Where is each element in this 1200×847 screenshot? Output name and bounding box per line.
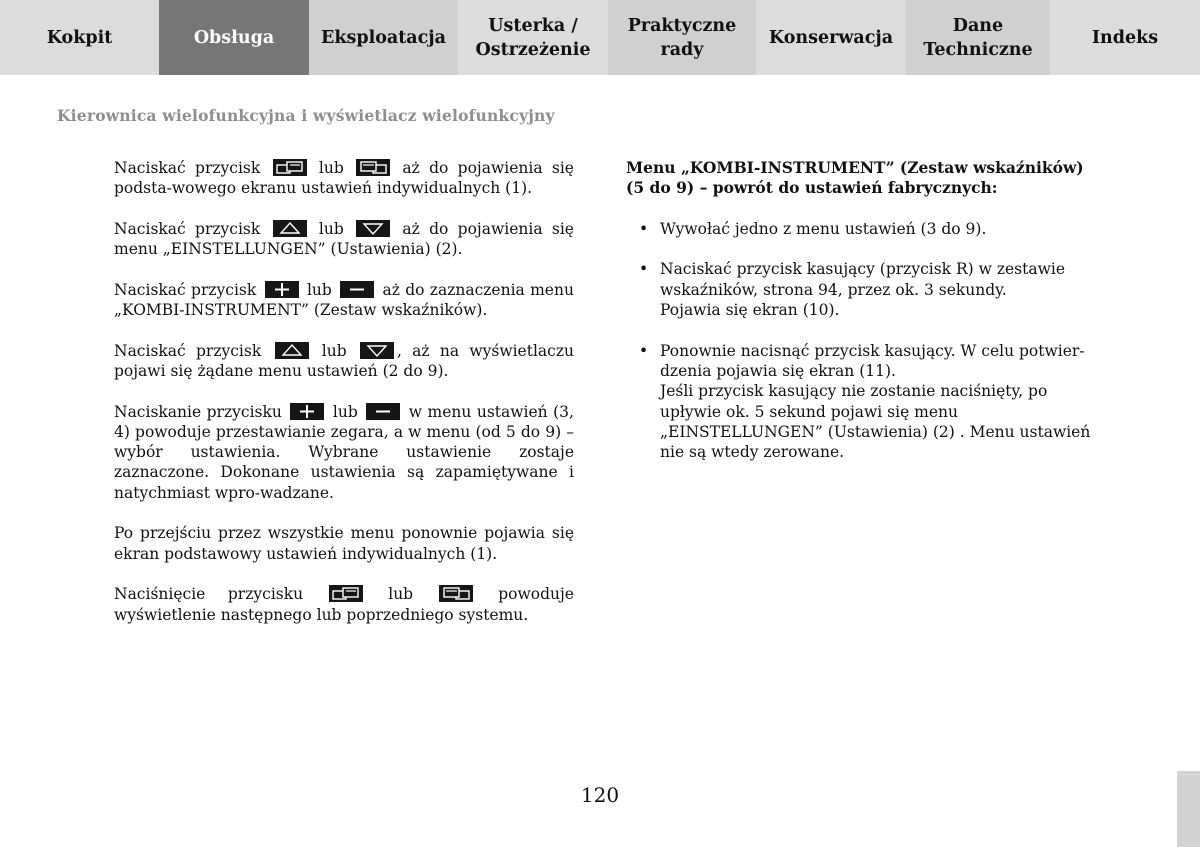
paragraph: [114, 280, 574, 321]
minus-key-icon: [340, 281, 374, 298]
text: Naciśnięcie przycisku: [114, 585, 304, 604]
text: aż do zaznaczenia menu „KOMBI-INSTRUMENT” (Zestaw wskaźników).: [114, 280, 574, 320]
paragraph: [114, 341, 574, 382]
text: w menu ustawień (3, 4) powoduje przestawianie zegara, a w menu (od 5 do 9) – wybór ustawienia. Wybrane ustawienie zostaje zaznaczone. Dokonane ustawienia są zapamiętywane i natychmiast wpro-wadzane.: [114, 402, 574, 502]
list-item: [626, 219, 1096, 239]
next-system-key-icon: [329, 585, 363, 602]
bullet-list: [626, 219, 1096, 463]
paragraph: [114, 158, 574, 199]
text: Jeśli przycisk kasujący nie zostanie naciśnięty, po upływie ok. 5 sekund pojawi się menu „EINSTELLUNGEN” (Ustawienia) (2) . Menu ustawień nie są wtedy zerowane.: [660, 382, 1091, 462]
tab-praktyczne-rady[interactable]: [608, 0, 756, 75]
tab-konserwacja[interactable]: [756, 0, 906, 75]
text: aż do pojawienia się podsta-wowego ekranu ustawień indywidualnych (1).: [114, 159, 574, 198]
left-column: [114, 158, 574, 645]
tab-label: Konserwacja: [768, 27, 894, 48]
tab-label: Usterka / Ostrzeżenie: [475, 15, 591, 60]
list-item: [626, 341, 1096, 463]
text: Naciskać przycisk: [114, 159, 261, 177]
text: Naciskać przycisk: [114, 341, 262, 360]
down-arrow-key-icon: [356, 220, 390, 237]
corner-tab: [1177, 771, 1200, 847]
page-number: 120: [580, 783, 620, 807]
up-arrow-key-icon: [273, 220, 307, 237]
tab-obsluga[interactable]: [159, 0, 309, 75]
paragraph: Po przejściu przez wszystkie menu ponownie pojawia się ekran podstawowy ustawień indywidualnych (1).: [114, 524, 574, 563]
tab-kokpit[interactable]: [0, 0, 159, 75]
tab-label: Kokpit: [46, 27, 113, 48]
tab-dane-techniczne[interactable]: [906, 0, 1050, 75]
text: Naciskanie przycisku: [114, 402, 282, 421]
text: Pojawia się ekran (10).: [660, 301, 840, 320]
tab-eksploatacja[interactable]: [309, 0, 458, 75]
prev-system-key-icon: [356, 159, 390, 176]
down-arrow-key-icon: [360, 342, 394, 359]
list-item: [626, 259, 1096, 320]
paragraph: [114, 584, 574, 625]
text: Naciskać przycisk: [114, 280, 257, 299]
tab-label: Indeks: [1091, 27, 1159, 48]
up-arrow-key-icon: [275, 342, 309, 359]
section-title: Kierownica wielofunkcyjna i wyświetlacz wielofunkcyjny: [57, 106, 555, 125]
text: lub: [318, 159, 344, 177]
paragraph: [114, 402, 574, 503]
minus-key-icon: [366, 403, 400, 420]
tab-label: Dane Techniczne: [923, 15, 1033, 60]
right-column: [626, 158, 1096, 483]
tab-usterka[interactable]: [458, 0, 608, 75]
text: Naciskać przycisk: [114, 219, 261, 238]
prev-system-key-icon: [439, 585, 473, 602]
text: Wywołać jedno z menu ustawień (3 do 9).: [660, 219, 987, 238]
tab-label: Eksploatacja: [321, 27, 446, 48]
right-heading: Menu „KOMBI-INSTRUMENT” (Zestaw wskaźników) (5 do 9) – powrót do ustawień fabrycznych:: [626, 158, 1084, 198]
plus-key-icon: [265, 281, 299, 298]
text: lub: [321, 341, 347, 360]
paragraph: [114, 219, 574, 260]
tab-bar: [0, 0, 1200, 75]
text: • Ponownie nacisnąć przycisk kasujący. W celu potwier-dzenia pojawia się ekran (11).: [660, 341, 1085, 380]
text: lub: [318, 219, 344, 238]
text: powoduje wyświetlenie następnego lub poprzedniego systemu.: [114, 585, 574, 624]
plus-key-icon: [290, 403, 324, 420]
text: lub: [332, 402, 358, 421]
text: , aż na wyświetlaczu pojawi się żądane menu ustawień (2 do 9).: [114, 341, 574, 380]
text: • Naciskać przycisk kasujący (przycisk R) w zestawie wskaźników, strona 94, przez ok. 3 sekundy.: [660, 260, 1065, 299]
text: lub: [306, 280, 332, 299]
tab-indeks[interactable]: [1050, 0, 1200, 75]
tab-label: Praktyczne rady: [627, 15, 737, 60]
next-system-key-icon: [273, 159, 307, 176]
tab-label: Obsługa: [193, 27, 275, 48]
text: aż do pojawienia się menu „EINSTELLUNGEN” (Ustawienia) (2).: [114, 219, 574, 259]
text: lub: [388, 585, 414, 604]
